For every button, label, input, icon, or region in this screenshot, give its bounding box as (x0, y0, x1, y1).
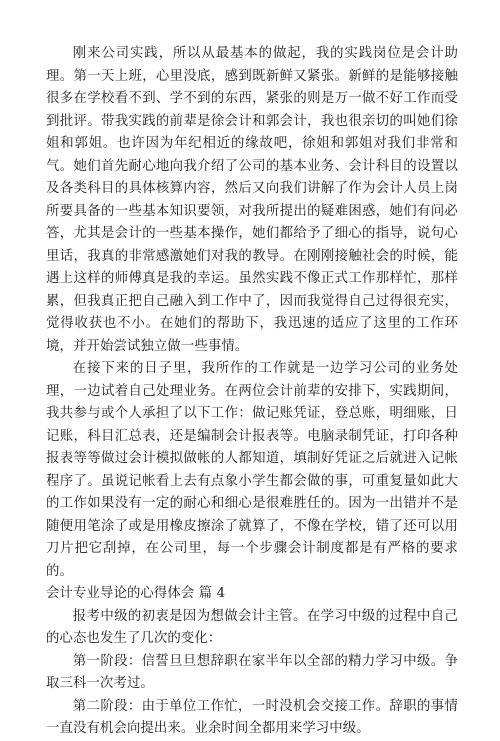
paragraph-internship-start: 刚来公司实践，所以从最基本的做起，我的实践岗位是会计助理。第一天上班，心里没底，感到既新鲜又紧张。新鲜的是能够接触很多在学校看不到、学不到的东西，紧张的则是万一做不好工作而受到批评。带我实践的前辈是徐会计和郭会计，我也很亲切的叫她们徐姐和郭姐。也许因为年纪相近的缘故吧，徐姐和郭姐对我们非常和气。她们首先耐心地向我介绍了公司的基本业务、会计科目的设置以及各类科目的具体核算内容，然后又向我们讲解了作为会计人员上岗所要具备的一些基本知识要领，对我所提出的疑难困惑，她们有问必答，尤其是会计的一些基本操作，她们都给予了细心的指导，说句心里话，我真的非常感激她们对我的教导。在刚刚接触社会的时候，能遇上这样的师傅真是我的幸运。虽然实践不像正式工作那样忙，那样累，但我真正把自己融入到工作中了，因而我觉得自己过得很充实，觉得收获也不小。在她们的帮助下，我迅速的适应了这里的工作环境，并开始尝试独立做一些事情。 (46, 46, 458, 354)
paragraph-exam-motivation: 报考中级的初衷是因为想做会计主管。在学习中级的过程中自己的心态也发生了几次的变化： (46, 608, 458, 646)
section-heading: 会计专业导论的心得体会 篇 4 (46, 586, 226, 601)
paragraph-stage-two: 第二阶段：由于单位工作忙，一时没机会交接工作。辞职的事情一直没有机会向提出来。业余时间全都用来学习中级。 (46, 698, 458, 736)
paragraph-stage-one: 第一阶段：信誓旦旦想辞职在家半年以全部的精力学习中级。争取三科一次考过。 (46, 653, 458, 691)
paragraph-daily-work: 在接下来的日子里，我所作的工作就是一边学习公司的业务处理，一边试着自己处理业务。在两位会计前辈的安排下，实践期间，我共参与或个人承担了以下工作：做记账凭证，登总账，明细账，日记账，科目汇总表，还是编制会计报表等。电脑录制凭证，打印各种报表等等做过会计模拟做帐的人都知道，填制好凭证之后就进入记帐程序了。虽说记帐看上去有点象小学生都会做的事，可重复量如此大的工作如果没有一定的耐心和细心是很难胜任的。因为一出错并不是随便用笔涂了或是用橡皮擦涂了就算了，不像在学校，错了还可以用刀片把它刮掉，在公司里，每一个步骤会计制度都是有严格的要求的。 (46, 361, 458, 579)
document-body (46, 43, 458, 741)
